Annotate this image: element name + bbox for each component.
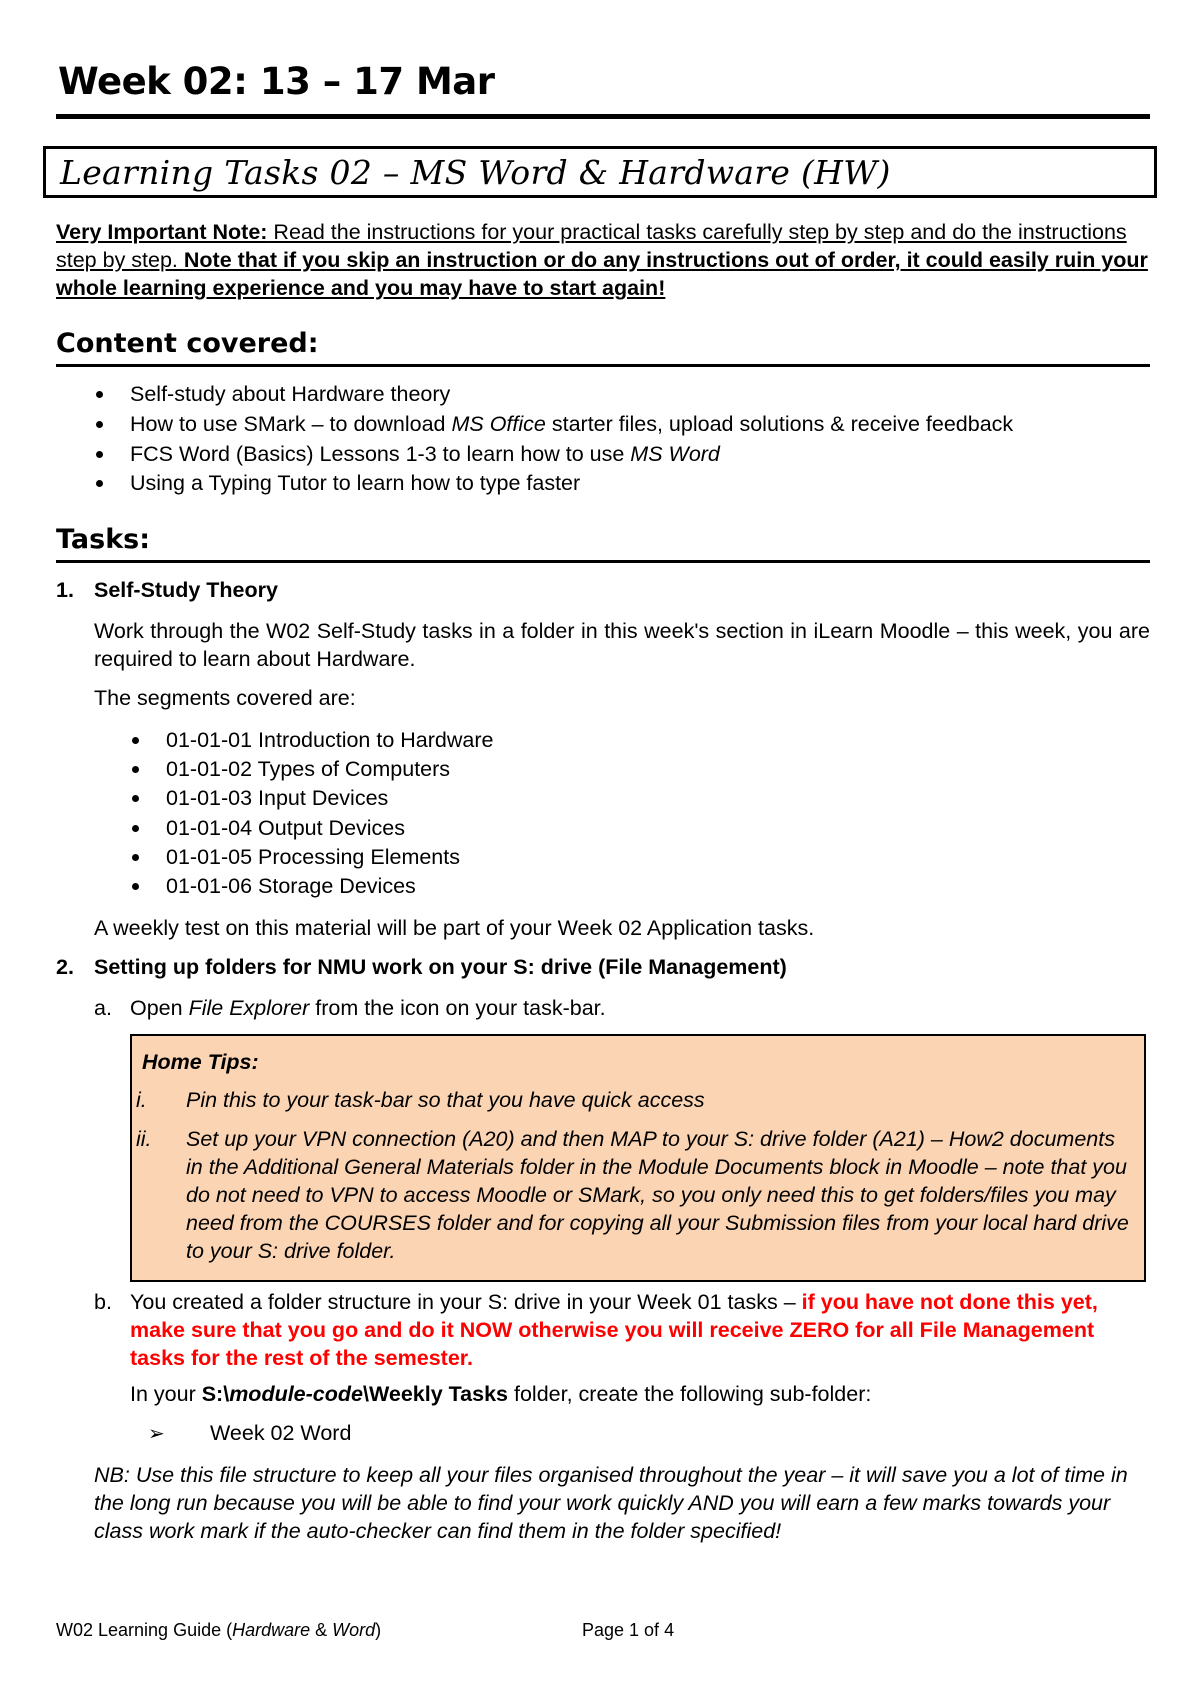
task1-title: Self-Study Theory: [94, 578, 278, 602]
nb-note: NB: Use this file structure to keep all your files organised throughout the year – it will save you a lot of time in the long run because you will be able to find your work quickly AND you will earn a few marks towards your class work mark if the auto-checker can find them in the folder specified!: [94, 1463, 1128, 1543]
home-tips-title: Home Tips:: [142, 1050, 259, 1074]
content-item: Self-study about Hardware theory: [130, 380, 450, 408]
content-rule: [56, 364, 1150, 367]
task2-title: Setting up folders for NMU work on your S: drive (File Management): [94, 955, 787, 979]
segments-label: The segments covered are:: [94, 686, 356, 710]
important-note: [56, 218, 1152, 302]
warning-text: if you have not done this yet, make sure that you go and do it NOW otherwise you will receive ZERO for all File Management tasks for the rest of the semester.: [130, 1290, 1098, 1370]
subfolder-item: Week 02 Word: [210, 1421, 352, 1445]
bullet-icon: [132, 825, 139, 832]
step-a-text: Open File Explorer from the icon on your task-bar.: [130, 996, 606, 1020]
tasks-heading: Tasks:: [56, 524, 151, 555]
tasks-rule: [56, 560, 1150, 563]
bullet-icon: [96, 451, 103, 458]
segment-item: 01-01-03 Input Devices: [166, 784, 388, 812]
footer-guide: W02 Learning Guide (Hardware & Word): [56, 1620, 382, 1640]
content-covered-heading: Content covered:: [56, 328, 319, 359]
bullet-icon: [132, 883, 139, 890]
task1-number: 1.: [56, 578, 74, 602]
note-text: Read the instructions for your practical tasks carefully step by step and do the instructions step by step.: [56, 220, 1127, 272]
task2-number: 2.: [56, 955, 74, 979]
step-b-text: You created a folder structure in your S: drive in your Week 01 tasks – if you have not done this yet, make sure that you go and do it NOW otherwise you will receive ZERO for all File Management tasks for the rest of the semester.: [130, 1290, 1098, 1370]
step-a-label: a.: [94, 996, 112, 1020]
bullet-icon: [96, 480, 103, 487]
content-item: FCS Word (Basics) Lessons 1-3 to learn how to use MS Word: [130, 440, 720, 468]
title-rule: [56, 114, 1150, 119]
week-title: Week 02: 13 – 17 Mar: [58, 60, 495, 103]
segment-item: 01-01-04 Output Devices: [166, 814, 405, 842]
bullet-icon: [132, 795, 139, 802]
weekly-test-text: A weekly test on this material will be part of your Week 02 Application tasks.: [94, 916, 815, 940]
tip-ii-label: ii.: [136, 1127, 152, 1151]
task1-intro: Work through the W02 Self-Study tasks in a folder in this week's section in iLearn Moodle – this week, you are required to learn about Hardware.: [94, 619, 1150, 671]
content-item: How to use SMark – to download MS Office starter files, upload solutions & receive feedback: [130, 410, 1013, 438]
tip-i-label: i.: [136, 1088, 147, 1112]
step-b-label: b.: [94, 1290, 112, 1314]
footer-page-number: Page 1 of 4: [582, 1620, 675, 1640]
bullet-icon: [132, 766, 139, 773]
content-item: Using a Typing Tutor to learn how to type faster: [130, 469, 580, 497]
segment-item: 01-01-01 Introduction to Hardware: [166, 726, 493, 754]
bullet-icon: [132, 737, 139, 744]
note-label: Very Important Note:: [56, 220, 268, 244]
bullet-icon: [96, 421, 103, 428]
learning-tasks-box: [43, 146, 1157, 198]
home-tips-box: [130, 1034, 1146, 1282]
bullet-icon: [132, 854, 139, 861]
tip-i-text: Pin this to your task-bar so that you have quick access: [186, 1088, 705, 1112]
segment-item: 01-01-06 Storage Devices: [166, 872, 416, 900]
tip-ii-text: Set up your VPN connection (A20) and then MAP to your S: drive folder (A21) – How2 documents in the Additional General Materials folder in the Module Documents block in Moodle – note that you do not need to VPN to access Moodle or SMark, so you only need this to get folders/files you may need from the COURSES folder and for copying all your Submission files from your local hard drive to your S: drive folder.: [186, 1127, 1129, 1263]
note-bold-text: Note that if you skip an instruction or do any instructions out of order, it could easily ruin your whole learning experience and you may have to start again!: [56, 248, 1148, 300]
arrow-bullet-icon: ➢: [148, 1423, 165, 1445]
learning-tasks-title: Learning Tasks 02 – MS Word & Hardware (HW): [60, 153, 891, 192]
segment-item: 01-01-02 Types of Computers: [166, 755, 450, 783]
subfolder-instruction: In your S:\module-code\Weekly Tasks folder, create the following sub-folder:: [130, 1382, 872, 1406]
bullet-icon: [96, 391, 103, 398]
segment-item: 01-01-05 Processing Elements: [166, 843, 460, 871]
